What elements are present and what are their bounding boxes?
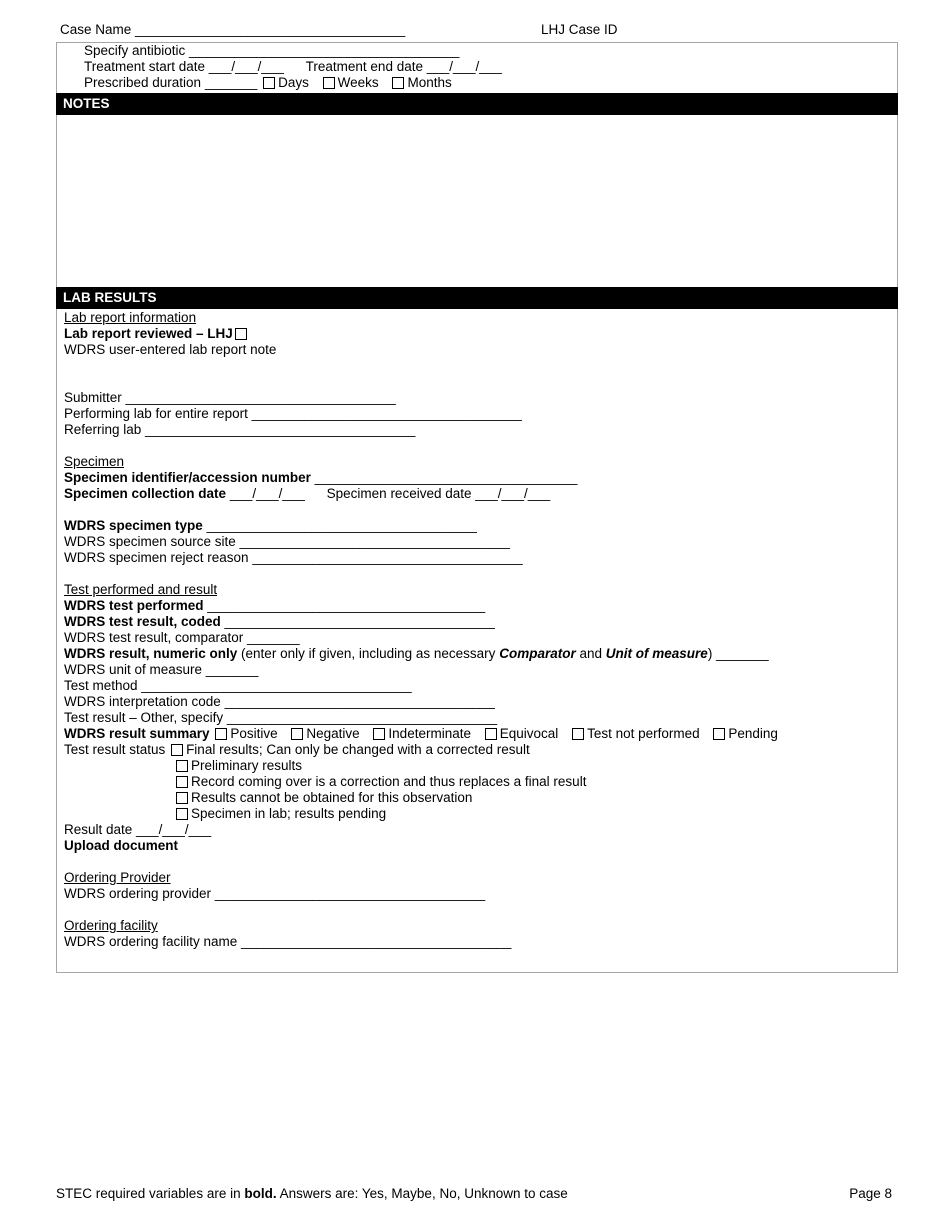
user-lab-report-note-field[interactable]: WDRS user-entered lab report note (64, 342, 277, 357)
form-frame (56, 42, 898, 973)
status-correction-label: Record coming over is a correction and thus replaces a final result (191, 774, 587, 789)
status-pending-checkbox[interactable] (176, 808, 188, 820)
lab-results-block (57, 309, 897, 950)
footer-note-pre: STEC required variables are in (56, 1186, 241, 1201)
status-not-obtained-label: Results cannot be obtained for this observation (191, 790, 473, 805)
result-other-field[interactable]: Test result – Other, specify ____________________________________ (64, 710, 498, 725)
case-name-field[interactable]: Case Name ____________________________________ (60, 22, 406, 37)
page-number: Page 8 (849, 1186, 892, 1201)
summary-not-performed-checkbox[interactable] (572, 728, 584, 740)
performing-lab-field[interactable]: Performing lab for entire report ____________________________________ (64, 406, 522, 421)
ordering-provider-heading: Ordering Provider (64, 870, 171, 885)
antibiotic-field[interactable]: Specify antibiotic ____________________________________ (84, 43, 460, 58)
test-performed-label: WDRS test performed (64, 598, 204, 613)
lab-report-reviewed-checkbox[interactable] (235, 328, 247, 340)
received-date-field[interactable]: Specimen received date ___/___/___ (326, 486, 551, 501)
months-label: Months (407, 75, 452, 90)
footer-note-post: Answers are: Yes, Maybe, No, Unknown to case (276, 1186, 568, 1201)
summary-not-performed-label: Test not performed (587, 726, 700, 741)
days-checkbox[interactable] (263, 77, 275, 89)
specimen-reject-reason-field[interactable]: WDRS specimen reject reason ____________________________________ (64, 550, 523, 565)
weeks-label: Weeks (337, 75, 379, 90)
summary-positive-checkbox[interactable] (215, 728, 227, 740)
collection-date-label: Specimen collection date (64, 486, 227, 501)
result-status-row (64, 742, 897, 758)
referring-lab-field[interactable]: Referring lab ____________________________________ (64, 422, 416, 437)
page-header (60, 22, 900, 40)
specimen-source-site-field[interactable]: WDRS specimen source site ____________________________________ (64, 534, 510, 549)
numeric-note-comparator: Comparator (499, 646, 576, 661)
ordering-facility-heading: Ordering facility (64, 918, 158, 933)
ordering-facility-field[interactable]: WDRS ordering facility name ____________________________________ (64, 934, 512, 949)
status-correction-checkbox[interactable] (176, 776, 188, 788)
interpretation-code-field[interactable]: WDRS interpretation code ____________________________________ (64, 694, 495, 709)
notes-section-header: NOTES (56, 93, 898, 115)
result-coded-field[interactable]: ____________________________________ (224, 614, 495, 629)
numeric-note-and: and (579, 646, 603, 661)
lhj-case-id-field[interactable]: LHJ Case ID (541, 22, 618, 37)
page-footer (56, 1186, 896, 1202)
status-preliminary-checkbox[interactable] (176, 760, 188, 772)
test-section-heading: Test performed and result (64, 582, 218, 597)
specimen-type-label: WDRS specimen type (64, 518, 203, 533)
collection-date-field[interactable]: ___/___/___ (229, 486, 305, 501)
summary-indeterminate-label: Indeterminate (388, 726, 471, 741)
prescribed-duration-field[interactable]: Prescribed duration _______ (84, 75, 258, 90)
summary-negative-checkbox[interactable] (291, 728, 303, 740)
days-label: Days (278, 75, 309, 90)
specimen-id-field[interactable]: ___________________________________ (314, 470, 578, 485)
result-coded-label: WDRS test result, coded (64, 614, 221, 629)
ordering-provider-field[interactable]: WDRS ordering provider ____________________________________ (64, 886, 486, 901)
specimen-type-field[interactable]: ____________________________________ (206, 518, 477, 533)
summary-pending-checkbox[interactable] (713, 728, 725, 740)
status-pending-label: Specimen in lab; results pending (191, 806, 387, 821)
numeric-note-unit: Unit of measure (605, 646, 708, 661)
numeric-result-field[interactable] (64, 646, 897, 662)
result-summary-label: WDRS result summary (64, 726, 210, 741)
weeks-checkbox[interactable] (323, 77, 335, 89)
numeric-result-label: WDRS result, numeric only (64, 646, 238, 661)
specimen-heading: Specimen (64, 454, 125, 469)
test-performed-field[interactable]: _____________________________________ (207, 598, 486, 613)
treatment-block (57, 43, 897, 91)
lab-results-section-header: LAB RESULTS (56, 287, 898, 309)
test-method-field[interactable]: Test method ____________________________________ (64, 678, 412, 693)
lab-report-info-heading: Lab report information (64, 310, 197, 325)
upload-document-label[interactable]: Upload document (64, 838, 178, 853)
comparator-field[interactable]: WDRS test result, comparator _______ (64, 630, 300, 645)
notes-area[interactable] (57, 115, 897, 287)
months-checkbox[interactable] (392, 77, 404, 89)
summary-negative-label: Negative (306, 726, 360, 741)
treatment-start-date-field[interactable]: Treatment start date ___/___/___ (84, 59, 284, 74)
footer-note-bold: bold. (244, 1186, 277, 1201)
summary-equivocal-checkbox[interactable] (485, 728, 497, 740)
submitter-field[interactable]: Submitter ____________________________________ (64, 390, 396, 405)
numeric-note-open: (enter only if given, including as necessary (241, 646, 496, 661)
specimen-id-label: Specimen identifier/accession number (64, 470, 311, 485)
summary-pending-label: Pending (728, 726, 778, 741)
lab-report-reviewed-label: Lab report reviewed – LHJ (64, 326, 233, 341)
status-not-obtained-checkbox[interactable] (176, 792, 188, 804)
status-preliminary-label: Preliminary results (191, 758, 303, 773)
unit-of-measure-field[interactable]: WDRS unit of measure _______ (64, 662, 259, 677)
summary-indeterminate-checkbox[interactable] (373, 728, 385, 740)
summary-equivocal-label: Equivocal (499, 726, 559, 741)
status-final-label: Final results; Can only be changed with a corrected result (186, 742, 530, 757)
result-summary-row (64, 726, 897, 742)
numeric-note-close: ) _______ (707, 646, 769, 661)
summary-positive-label: Positive (230, 726, 278, 741)
result-status-label: Test result status (64, 742, 166, 757)
status-final-checkbox[interactable] (171, 744, 183, 756)
result-date-field[interactable]: Result date ___/___/___ (64, 822, 212, 837)
treatment-end-date-field[interactable]: Treatment end date ___/___/___ (305, 59, 502, 74)
